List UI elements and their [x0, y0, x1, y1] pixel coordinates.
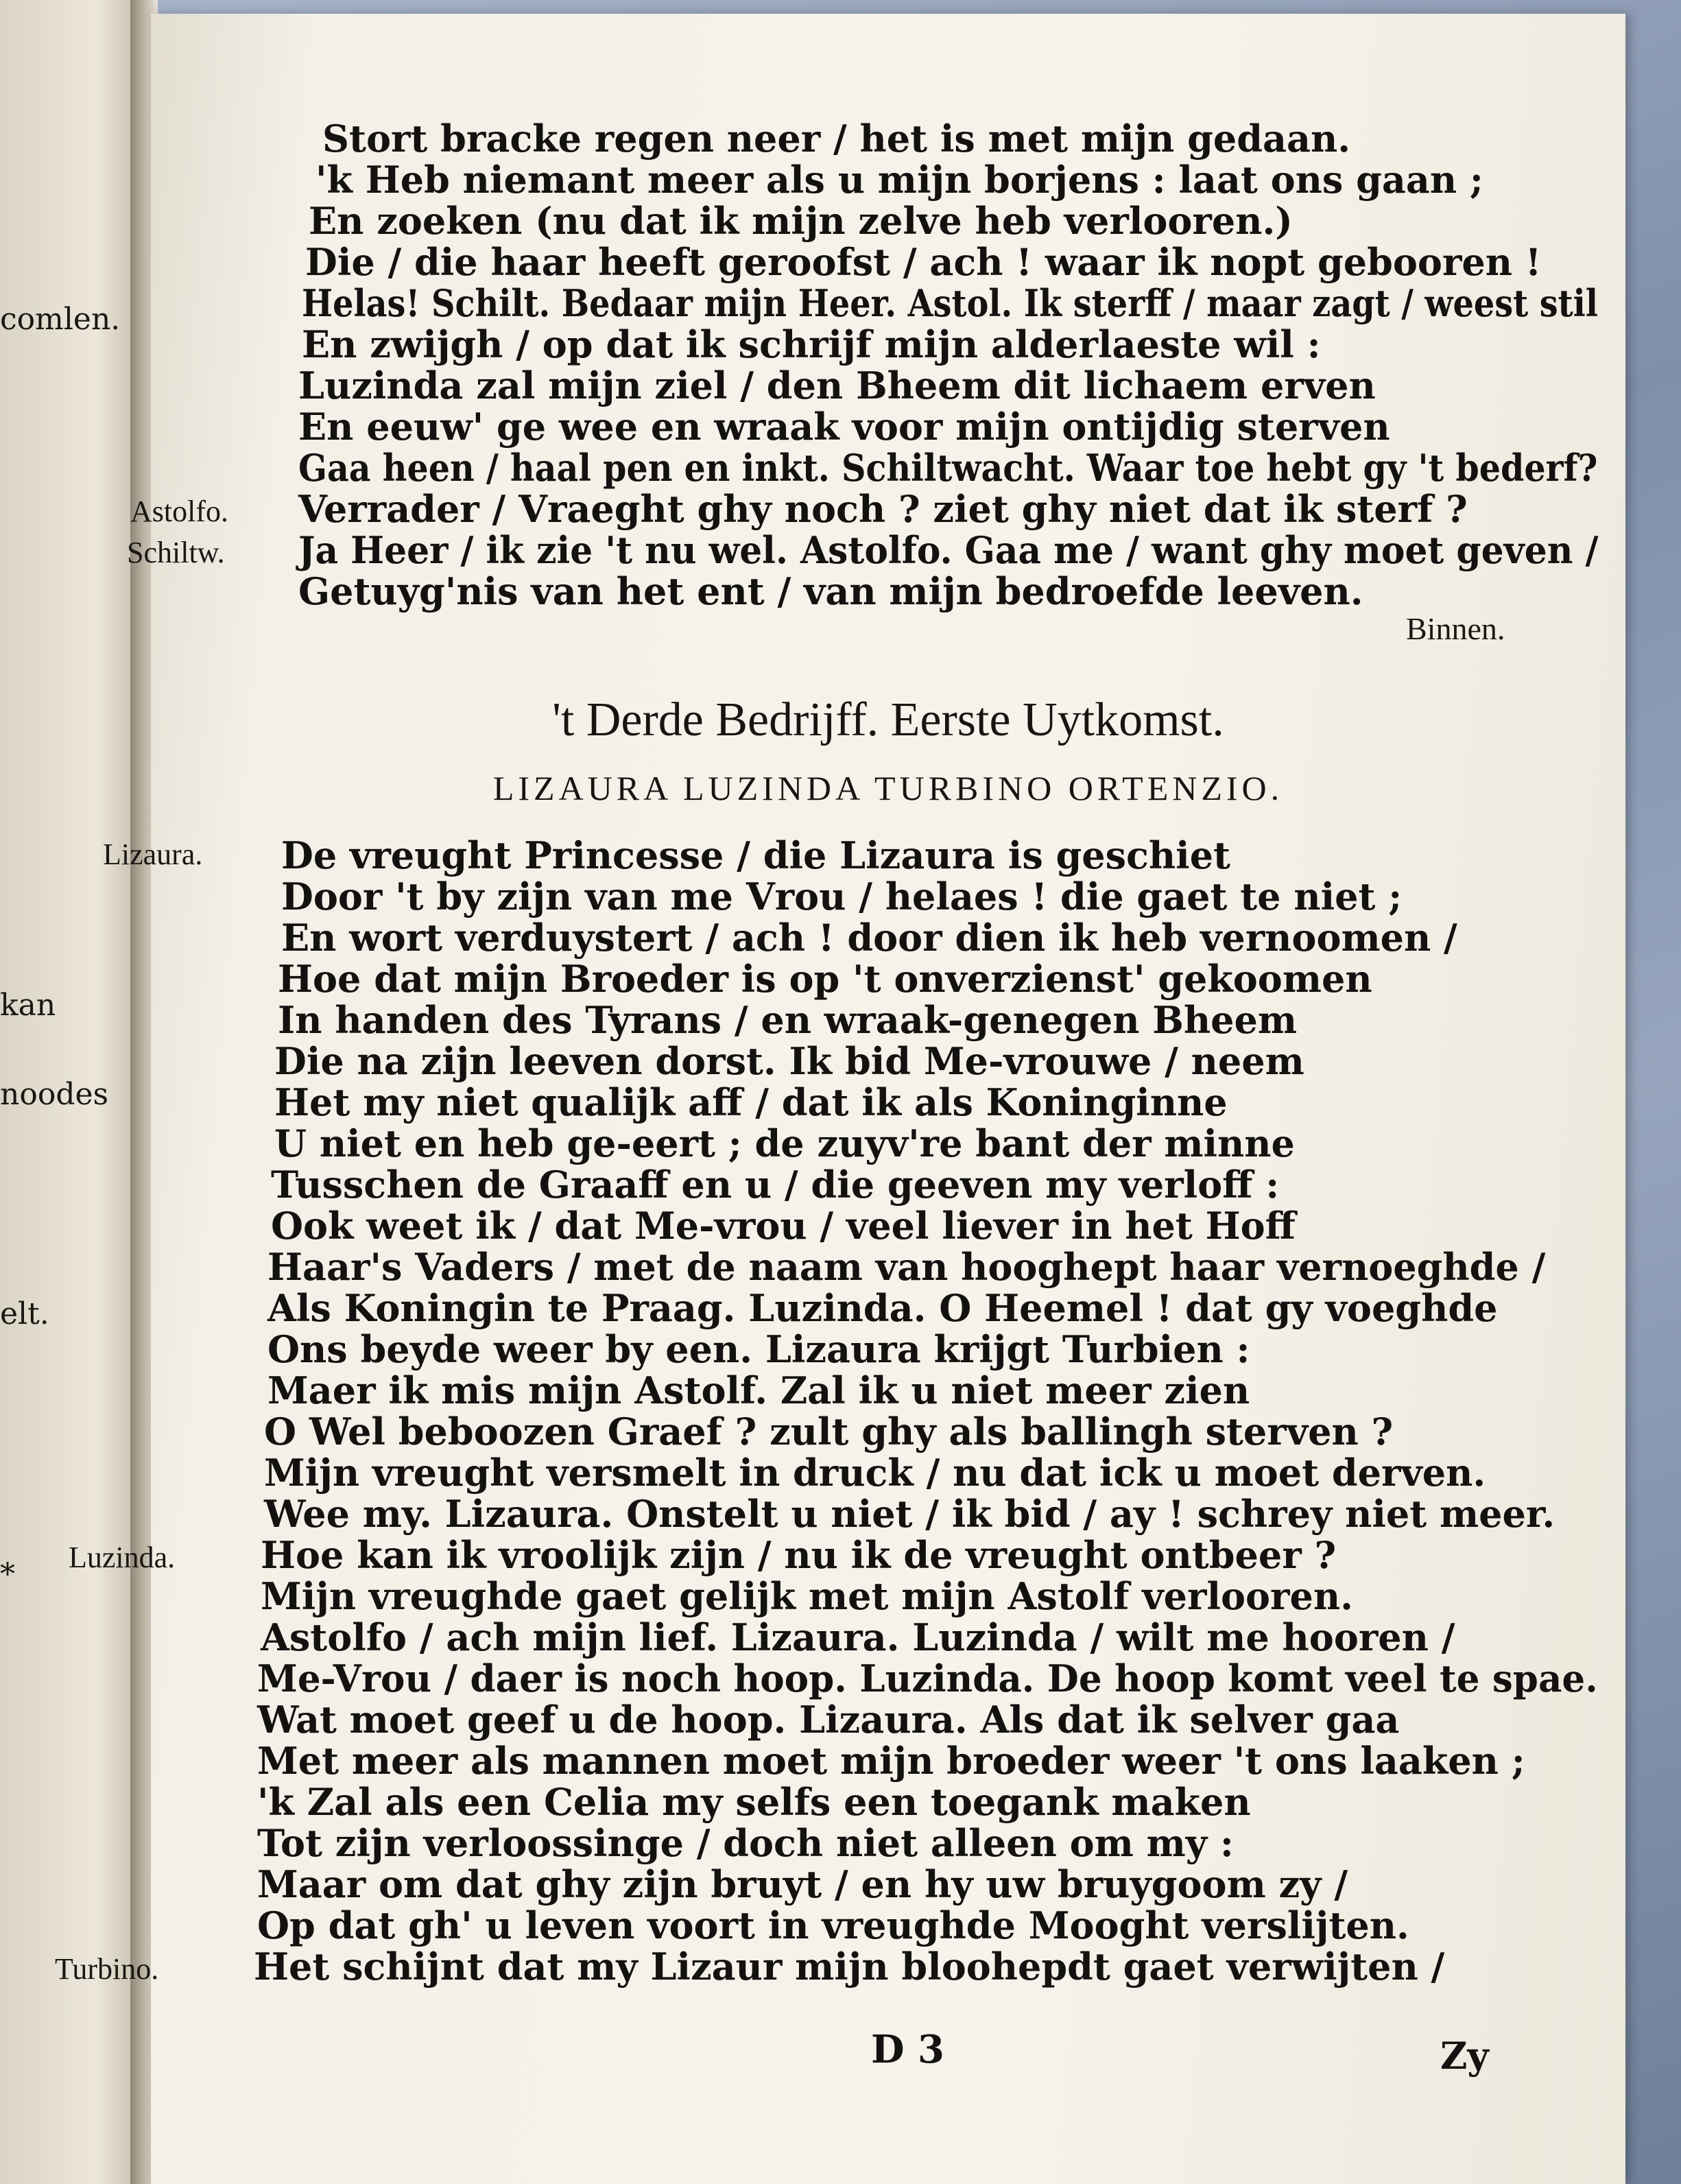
verse-line: En wort verduystert / ach ! door dien ik heb vernoomen / [281, 916, 1457, 960]
speaker-label: Astolfo. [130, 495, 228, 528]
verse-line: Die na zijn leeven dorst. Ik bid Me-vrouwe / neem [274, 1039, 1304, 1083]
left-page-fragment: comlen. [0, 302, 121, 337]
verse-line: En eeuw' ge wee en wraak voor mijn ontijdig sterven [298, 405, 1390, 449]
verse-line: In handen des Tyrans / en wraak-genegen Bheem [278, 998, 1298, 1042]
verse-line: U niet en heb ge-eert ; de zuyv're bant der minne [274, 1121, 1295, 1165]
verse-line: Het schijnt dat my Lizaur mijn bloohepdt gaet verwijten / [254, 1945, 1445, 1989]
verse-line: O Wel beboozen Graef ? zult ghy als ballingh sterven ? [264, 1410, 1394, 1453]
verse-line: Ook weet ik / dat Me-vrou / veel liever in het Hoff [271, 1204, 1296, 1248]
verse-line: Luzinda zal mijn ziel / den Bheem dit lichaem erven [298, 364, 1376, 407]
left-page-fragment: * [0, 1557, 15, 1592]
verse-line: Het my niet qualijk aff / dat ik als Koninginne [274, 1080, 1228, 1124]
verse-line: Op dat gh' u leven voort in vreughde Mooght verslijten. [257, 1903, 1409, 1947]
speaker-label: Turbino. [55, 1952, 159, 1986]
stage-direction: Binnen. [1406, 611, 1505, 646]
left-page-fragment: elt. [0, 1296, 49, 1331]
act-heading: 't Derde Bedrijff. Eerste Uytkomst. [552, 693, 1224, 746]
verse-line: En zwijgh / op dat ik schrijf mijn alderlaeste wil : [302, 322, 1321, 366]
verse-line: Die / die haar heeft geroofst / ach ! waar ik nopt gebooren ! [305, 240, 1542, 284]
verse-line: 'k Zal als een Celia my selfs een toegank maken [257, 1780, 1251, 1824]
cast-list: LIZAURA LUZINDA TURBINO ORTENZIO. [492, 769, 1284, 807]
verse-line: Hoe dat mijn Broeder is op 't onverzienst' gekoomen [278, 957, 1372, 1001]
verse-line: Ons beyde weer by een. Lizaura krijgt Turbien : [267, 1327, 1250, 1371]
verse-line: Mijn vreughde gaet gelijk met mijn Astolf verlooren. [261, 1574, 1353, 1618]
verse-line: Tot zijn verloossinge / doch niet alleen om my : [257, 1821, 1234, 1865]
verse-line: Astolfo / ach mijn lief. Lizaura. Luzinda / wilt me hooren / [261, 1615, 1455, 1659]
verse-line: Maar om dat ghy zijn bruyt / en hy uw bruygoom zy / [257, 1862, 1348, 1906]
verse-line: Maer ik mis mijn Astolf. Zal ik u niet meer zien [267, 1368, 1250, 1412]
verse-line: Met meer als mannen moet mijn broeder weer 't ons laaken ; [257, 1739, 1525, 1783]
verse-line: De vreught Princesse / die Lizaura is geschiet [281, 833, 1230, 877]
verse-line: Verrader / Vraeght ghy noch ? ziet ghy niet dat ik sterf ? [298, 487, 1468, 531]
verse-line: Helas! Schilt. Bedaar mijn Heer. Astol. Ik sterff / maar zagt / weest stil [302, 281, 1598, 325]
speaker-label: Schiltw. [127, 536, 225, 569]
speaker-label: Lizaura. [103, 838, 203, 871]
verse-line: Wat moet geef u de hoop. Lizaura. Als dat ik selver gaa [257, 1698, 1400, 1742]
verse-line: Door 't by zijn van me Vrou / helaes ! die gaet te niet ; [281, 875, 1403, 918]
signature-mark: D 3 [871, 2027, 945, 2072]
speaker-label: Luzinda. [69, 1541, 176, 1574]
verse-line: Stort bracke regen neer / het is met mijn gedaan. [322, 117, 1351, 161]
verse-line: Ja Heer / ik zie 't nu wel. Astolfo. Gaa me / want ghy moet geven / [298, 528, 1599, 572]
verse-line: Wee my. Lizaura. Onstelt u niet / ik bid / ay ! schrey niet meer. [264, 1492, 1555, 1536]
catchword: Zy [1440, 2034, 1489, 2078]
verse-line: Hoe kan ik vroolijk zijn / nu ik de vreught ontbeer ? [261, 1533, 1337, 1577]
left-page-fragment: kan [0, 988, 56, 1023]
verse-line: Gaa heen / haal pen en inkt. Schiltwacht. Waar toe hebt gy 't bederf? [298, 446, 1598, 490]
verse-line: Als Koningin te Praag. Luzinda. O Heemel ! dat gy voeghde [267, 1286, 1498, 1330]
verse-line: Mijn vreught versmelt in druck / nu dat ick u moet derven. [264, 1451, 1486, 1495]
verse-line: 'k Heb niemant meer als u mijn borjens : laat ons gaan ; [315, 158, 1483, 202]
verse-line: Tusschen de Graaff en u / die geeven my verloff : [271, 1163, 1280, 1207]
verse-line: En zoeken (nu dat ik mijn zelve heb verlooren.) [309, 199, 1293, 243]
left-page-edge [0, 0, 137, 2184]
verse-line: Me-Vrou / daer is noch hoop. Luzinda. De hoop komt veel te spae. [257, 1657, 1598, 1700]
verse-line: Haar's Vaders / met de naam van hooghept haar vernoeghde / [267, 1245, 1546, 1289]
left-page-fragment: noodes [0, 1077, 109, 1112]
verse-line: Getuyg'nis van het ent / van mijn bedroefde leeven. [298, 569, 1363, 613]
